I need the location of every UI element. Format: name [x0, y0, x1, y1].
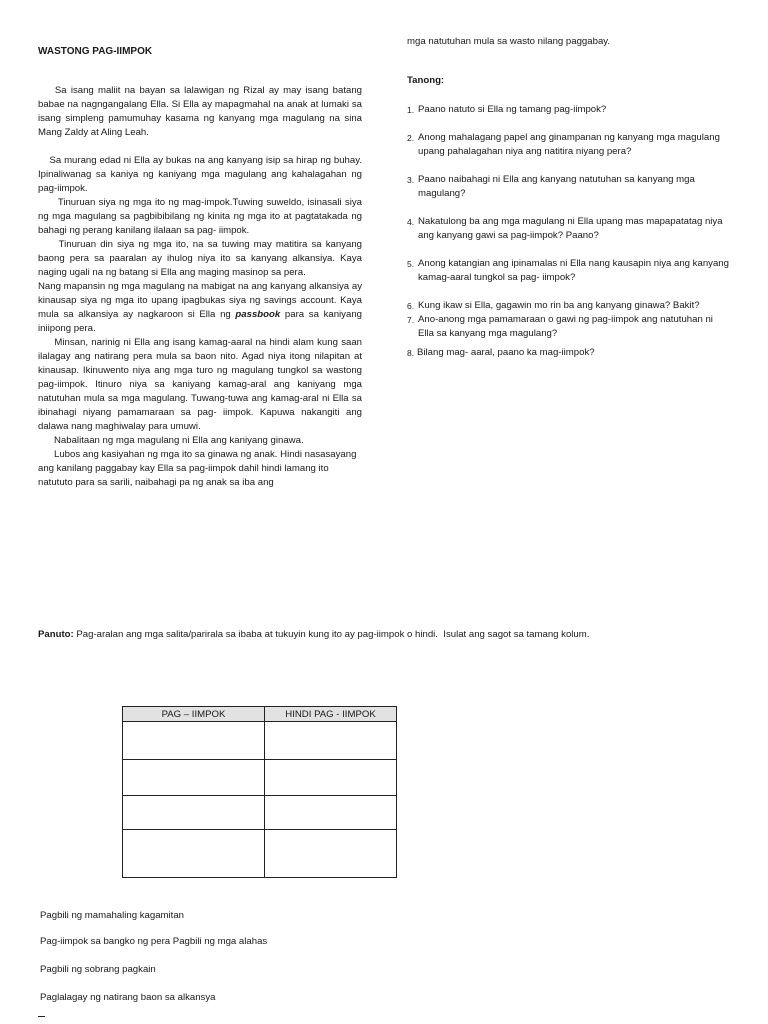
word-item: Pagbili ng sobrang pagkain: [40, 964, 156, 975]
answer-cell[interactable]: [265, 830, 397, 878]
question-text: Kung ikaw si Ella, gagawin mo rin ba ang kanyang ginawa? Bakit?: [418, 300, 700, 311]
question-text: Ano-anong mga pamamaraan o gawi ng pag-iimpok ang natutuhan ni Ella sa kanyang mga magulang?: [418, 314, 713, 339]
question-number: 3.: [407, 175, 415, 185]
answer-cell[interactable]: [123, 796, 265, 830]
table-row: [123, 796, 397, 830]
question-number: 2.: [407, 133, 415, 143]
table-row: [123, 722, 397, 760]
question-text: Nakatulong ba ang mga magulang ni Ella upang mas mapapatatag niya ang kanyang gawi sa pag-iimpok? Paano?: [418, 216, 723, 241]
question-text: Anong katangian ang ipinamalas ni Ella nang kausapin niya ang kanyang kamag-aaral tungkol sa pag- iimpok?: [418, 258, 729, 283]
question-item: [407, 346, 729, 360]
passbook-term: passbook: [235, 309, 281, 320]
answer-cell[interactable]: [123, 830, 265, 878]
question-item: [407, 103, 729, 117]
story-paragraph: Nabalitaan ng mga magulang ni Ella ang kaniyang ginawa.: [38, 435, 304, 446]
question-item: [407, 313, 729, 341]
answer-table: [122, 706, 397, 878]
question-number: 7.: [407, 315, 415, 325]
story-body: [38, 84, 365, 490]
answer-cell[interactable]: [265, 796, 397, 830]
table-header-row: [123, 707, 397, 722]
story-continuation: mga natutuhan mula sa wasto nilang paggabay.: [407, 36, 611, 47]
questions-title: Tanong:: [407, 75, 445, 86]
column-header-pag-iimpok: PAG – IIMPOK: [123, 707, 265, 722]
table-row: [123, 760, 397, 796]
word-item: Pagbili ng mamahaling kagamitan: [40, 910, 184, 921]
trailing-dash-mark: [38, 1016, 45, 1017]
story-text: Nang mapansin ng mga magulang na mabigat na ang kanyang alkansiya ay kinausap siya ng mga ito upang ipagbukas siya ng savings account. Kaya mula sa alkansiya ay nagkaroon si Ella ng: [38, 281, 362, 320]
question-text: Bilang mag- aaral, paano ka mag-iimpok?: [417, 347, 595, 358]
question-text: Paano natuto si Ella ng tamang pag-iimpok?: [418, 104, 607, 115]
question-item: [407, 299, 729, 313]
word-item: Pag-iimpok sa bangko ng pera Pagbili ng mga alahas: [40, 936, 268, 947]
question-number: 4.: [407, 217, 415, 227]
table-row: [123, 830, 397, 878]
word-item: Paglalagay ng natirang baon sa alkansya: [40, 992, 216, 1003]
story-paragraph: Sa isang maliit na bayan sa lalawigan ng Rizal ay may isang batang babae na nagngangalang Ella. Si Ella ay mapagmahal na anak at lumaki sa isang simpleng pamumuhay kasama ng kanyang mga magulang na sina Mang Zaldy at Aling Leah.: [38, 85, 365, 138]
story-paragraph: Tinuruan siya ng mga ito ng mag-impok.Tuwing suweldo, isinasali siya ng mga magulang sa pagbibibilang ng kinita ng mga ito at pagtatakada ng bahagi ng perang kanilang ilalaan sa pag- iimpok.: [38, 197, 365, 236]
answer-cell[interactable]: [265, 760, 397, 796]
story-paragraph: Minsan, narinig ni Ella ang isang kamag-aaral na hindi alam kung saan ilalagay ang natirang pera mula sa baon nito. Agad niya itong nilapitan at kinausap. Ikinuwento niya ang mga turo ng magulang tungkol sa wastong pag-iimpok. Itinuro niya sa kaniyang kamag-aral ang kaniyang mga natutuhan mula sa mga magulang. Tuwang-tuwa ang kamag-aral ni Ella sa ibinahagi niyang pamamaraan sa pag- iimpok. Kapuwa nakangiti ang dalawa nang maghiwalay para umuwi.: [38, 337, 365, 432]
answer-cell[interactable]: [265, 722, 397, 760]
story-paragraph: Tinuruan din siya ng mga ito, na sa tuwing may matitira sa kanyang baong pera sa paaralan ay ihulog niya ito sa kanyang alkansiya. Kaya naging ugali na ng batang si Ella ang maging masinop sa pera.: [38, 239, 365, 278]
story-paragraph: Lubos ang kasiyahan ng mga ito sa ginawa ng anak. Hindi nasasayang ang kanilang paggabay kay Ella sa pag-iimpok dahil hindi lamang ito natututo para sa sarili, naibahagi pa ng anak sa iba ang: [38, 449, 360, 488]
answer-cell[interactable]: [123, 760, 265, 796]
question-number: 1.: [407, 105, 415, 115]
question-text: Anong mahalagang papel ang ginampanan ng kanyang mga magulang upang pahalagahan niya ang natitira niyang pera?: [418, 132, 720, 157]
answer-cell[interactable]: [123, 722, 265, 760]
instructions: [38, 629, 738, 640]
column-header-hindi-pag-iimpok: HINDI PAG - IIMPOK: [265, 707, 397, 722]
instructions-label: Panuto:: [38, 629, 74, 640]
question-item: [407, 257, 729, 285]
story-paragraph: Sa murang edad ni Ella ay bukas na ang kanyang isip sa hirap ng buhay. Ipinaliwanag sa kaniya ng kaniyang mga magulang ang kahalagahan ng pag-iimpok.: [38, 155, 365, 194]
question-text: Paano naibahagi ni Ella ang kanyang natutuhan sa kanyang mga magulang?: [418, 174, 695, 199]
story-paragraph: [38, 280, 362, 336]
question-number: 8.: [407, 348, 415, 358]
question-number: 5.: [407, 259, 415, 269]
question-item: [407, 131, 729, 159]
question-number: 6.: [407, 301, 415, 311]
question-item: [407, 173, 729, 201]
questions-list: [407, 103, 729, 360]
page-title: WASTONG PAG-IIMPOK: [38, 46, 153, 57]
instructions-text: Pag-aralan ang mga salita/parirala sa ibaba at tukuyin kung ito ay pag-iimpok o hindi. Isulat ang sagot sa tamang kolum.: [73, 629, 590, 640]
question-item: [407, 215, 729, 243]
story-text: para sa kaniyang iniipong pera.: [38, 309, 362, 334]
